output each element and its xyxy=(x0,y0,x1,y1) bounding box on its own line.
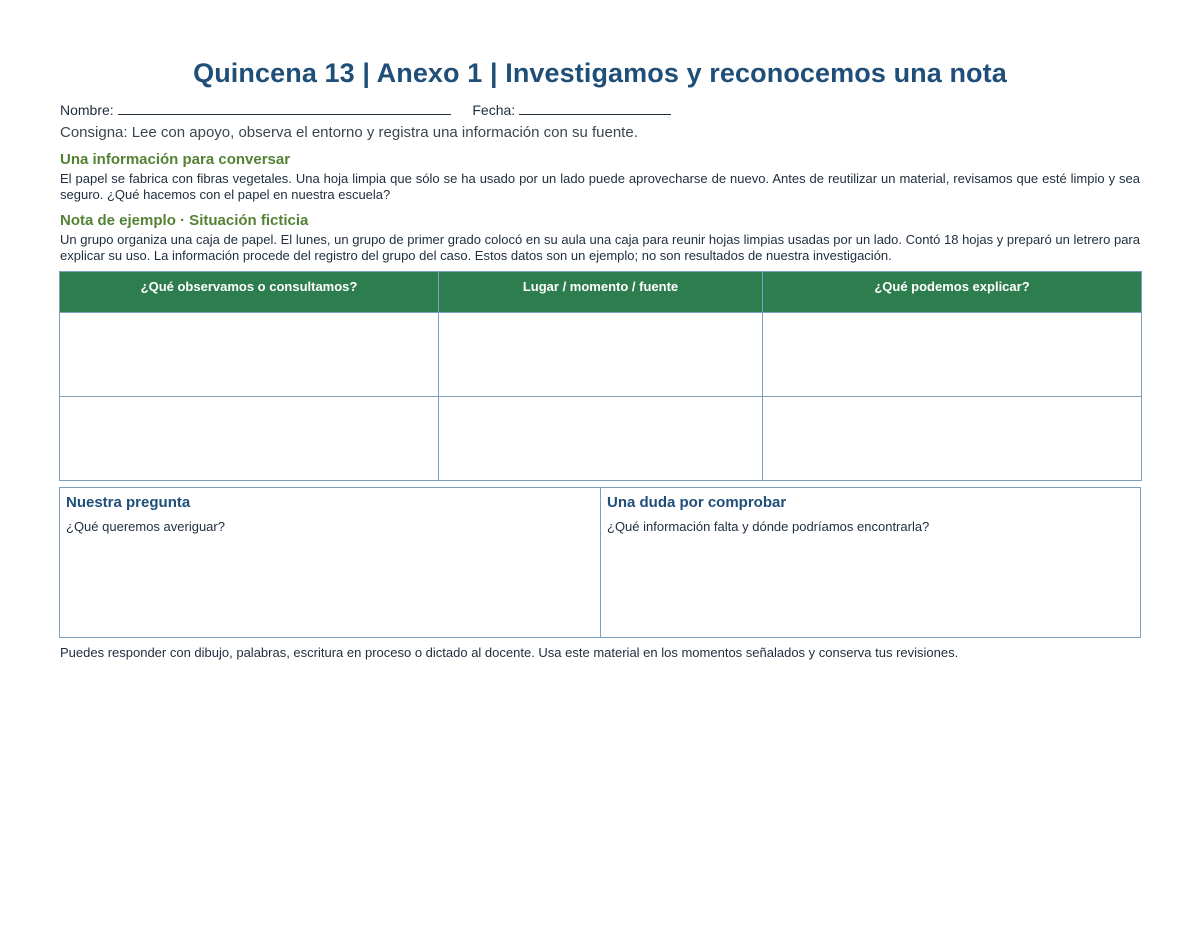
table-header-row xyxy=(60,272,1142,313)
doubt-heading: Una duda por comprobar xyxy=(607,494,787,511)
name-field[interactable] xyxy=(118,100,451,115)
date-label: Fecha: xyxy=(472,102,516,118)
table-cell-input[interactable] xyxy=(439,313,763,397)
name-date-line xyxy=(60,100,671,118)
table-cell-input[interactable] xyxy=(60,397,439,481)
doubt-prompt: ¿Qué información falta y dónde podríamos encontrarla? xyxy=(607,519,930,534)
example-heading: Nota de ejemplo · Situación ficticia xyxy=(60,212,309,229)
name-label: Nombre: xyxy=(60,102,114,118)
our-question-box[interactable] xyxy=(60,488,601,637)
info-text: El papel se fabrica con fibras vegetales. Una hoja limpia que sólo se ha usado por un lado puede aprovecharse de nuevo. Antes de reutilizar un material, revisamos que esté limpio y sea seguro. ¿Qué hacemos con el papel en nuestra escuela? xyxy=(60,171,1140,202)
instructions: Consigna: Lee con apoyo, observa el entorno y registra una información con su fuente. xyxy=(60,124,638,141)
info-heading: Una información para conversar xyxy=(60,151,291,168)
column-header: Lugar / momento / fuente xyxy=(439,272,763,313)
our-question-heading: Nuestra pregunta xyxy=(66,494,191,511)
observation-table xyxy=(59,271,1142,481)
doubt-box[interactable] xyxy=(601,488,1140,637)
our-question-prompt: ¿Qué queremos averiguar? xyxy=(66,519,225,534)
table-cell-input[interactable] xyxy=(439,397,763,481)
example-text: Un grupo organiza una caja de papel. El lunes, un grupo de primer grado colocó en su aula una caja para reunir hojas limpias usadas por un lado. Contó 18 hojas y preparó un letrero para explicar su uso. La información procede del registro del grupo del caso. Estos datos son un ejemplo; no son resultados de nuestra investigación. xyxy=(60,232,1140,263)
date-field[interactable] xyxy=(519,100,671,115)
table-cell-input[interactable] xyxy=(60,313,439,397)
table-row xyxy=(60,397,1142,481)
question-boxes xyxy=(59,487,1141,638)
table-cell-input[interactable] xyxy=(763,313,1142,397)
column-header: ¿Qué observamos o consultamos? xyxy=(60,272,439,313)
table-cell-input[interactable] xyxy=(763,397,1142,481)
footer-note: Puedes responder con dibujo, palabras, escritura en proceso o dictado al docente. Usa este material en los momentos señalados y conserva tus revisiones. xyxy=(60,645,959,660)
page-title: Quincena 13 | Anexo 1 | Investigamos y reconocemos una nota xyxy=(193,58,1007,88)
table-row xyxy=(60,313,1142,397)
column-header: ¿Qué podemos explicar? xyxy=(763,272,1142,313)
